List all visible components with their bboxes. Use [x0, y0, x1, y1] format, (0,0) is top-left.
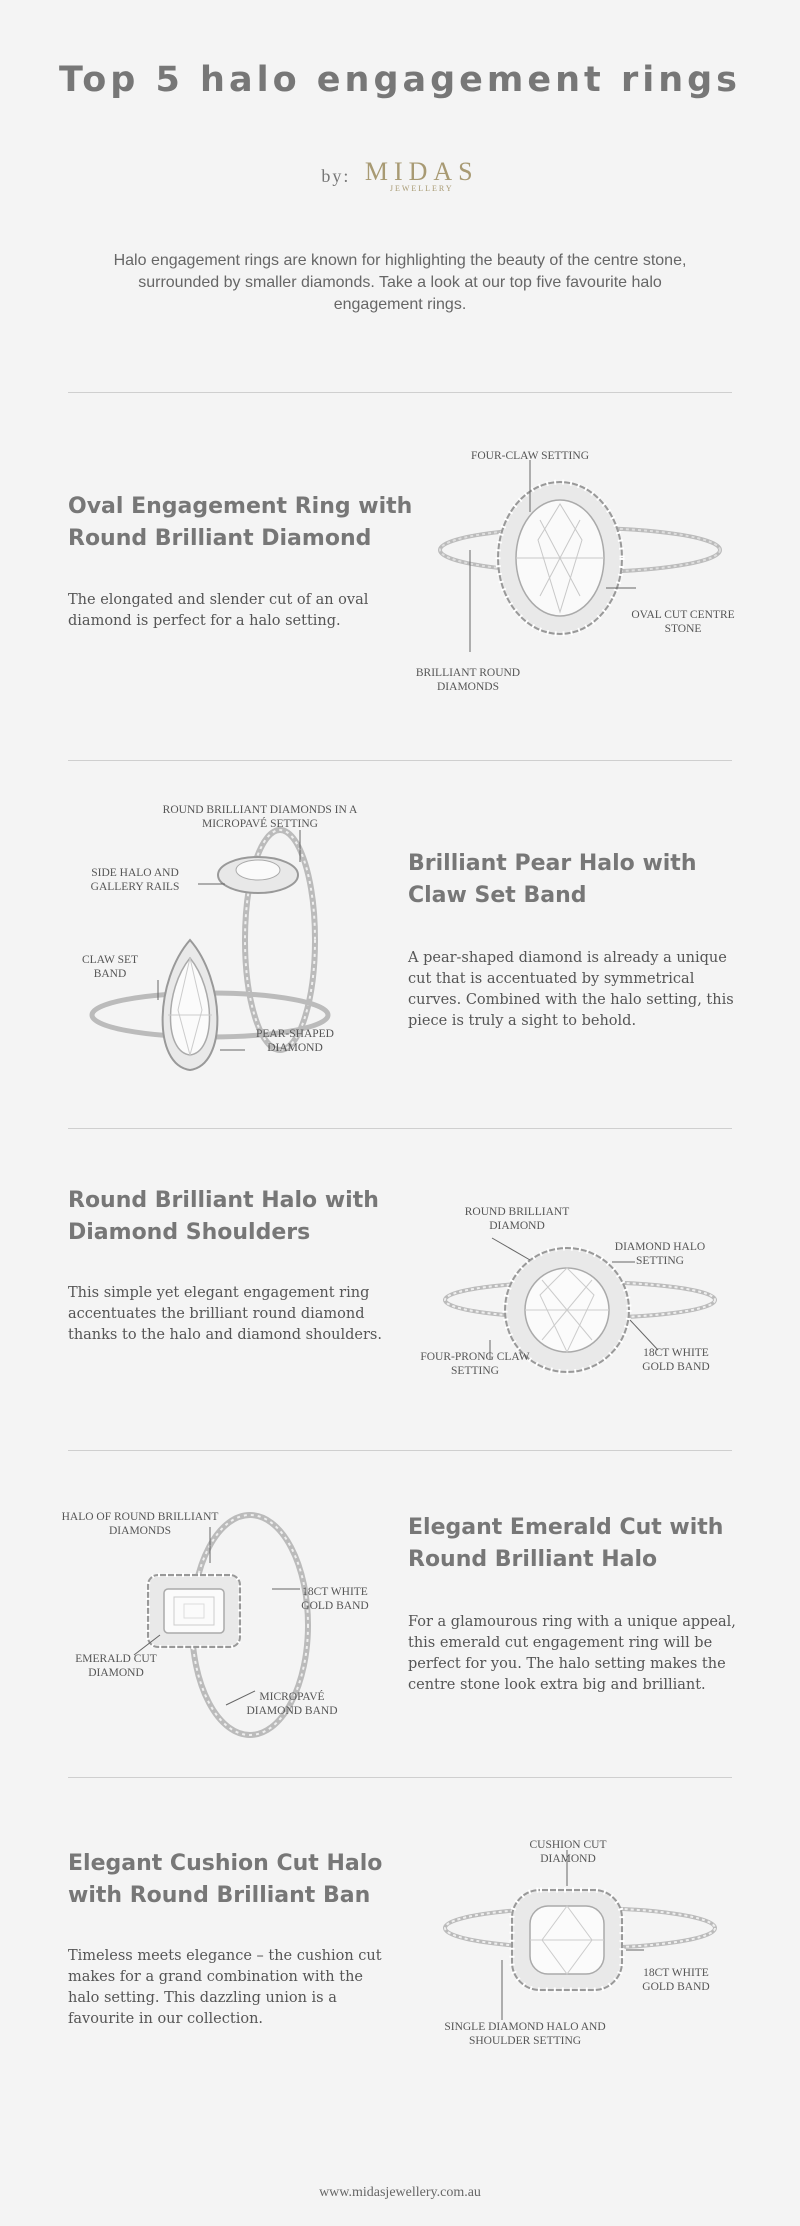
ring-4-title: Elegant Emerald Cut with Round Brilliant Halo — [408, 1515, 724, 1572]
ring-5-label-cushion-cut: CUSHION CUT DIAMOND — [529, 1839, 607, 1865]
ring-3-title: Round Brilliant Halo with Diamond Shoulders — [68, 1188, 379, 1245]
ring-2-label-pear-shaped: PEAR-SHAPED DIAMOND — [256, 1028, 334, 1054]
ring-4-description: For a glamourous ring with a unique appeal, this emerald cut engagement ring will be perfect for you. The halo setting makes the centre stone look extra big and brilliant. — [408, 1614, 736, 1693]
ring-1-label-four-claw: FOUR-CLAW SETTING — [470, 450, 589, 462]
by-label: by: — [321, 166, 351, 186]
round-ring-image — [430, 1200, 750, 1430]
ring-4-label-halo-round: HALO OF ROUND BRILLIANT DIAMONDS — [61, 1511, 219, 1537]
ring-4-label-white-gold: 18CT WHITE GOLD BAND — [301, 1586, 369, 1612]
ring-4-label-micropave-band: MICROPAVÉ DIAMOND BAND — [246, 1691, 338, 1717]
ring-2-label-side-halo: SIDE HALO AND GALLERY RAILS — [90, 867, 180, 893]
ring-1-label-brilliant-round: BRILLIANT ROUND DIAMONDS — [415, 667, 521, 693]
divider — [68, 392, 732, 393]
pear-ring-image — [60, 800, 410, 1100]
oval-ring-image — [430, 440, 750, 700]
logo-sub-text: JEWELLERY — [389, 184, 454, 193]
ring-4-label-emerald-cut: EMERALD CUT DIAMOND — [75, 1653, 157, 1679]
byline — [0, 157, 800, 193]
divider — [68, 1128, 732, 1129]
divider — [68, 1450, 732, 1451]
ring-3-label-four-prong: FOUR-PRONG CLAW SETTING — [420, 1351, 530, 1377]
ring-3-label-diamond-halo: DIAMOND HALO SETTING — [614, 1241, 706, 1267]
ring-5-label-white-gold: 18CT WHITE GOLD BAND — [642, 1967, 710, 1993]
ring-1-label-oval-cut: OVAL CUT CENTRE STONE — [631, 609, 735, 635]
ring-3-label-round-brilliant: ROUND BRILLIANT DIAMOND — [464, 1206, 570, 1232]
ring-1-description: The elongated and slender cut of an oval diamond is perfect for a halo setting. — [68, 592, 369, 629]
ring-2-label-micropave: ROUND BRILLIANT DIAMONDS IN A MICROPAVÉ SETTING — [162, 804, 358, 830]
ring-5-description: Timeless meets elegance – the cushion cut makes for a grand combination with the halo setting. This dazzling union is a favourite in our collection. — [68, 1948, 382, 2027]
divider — [68, 760, 732, 761]
ring-2-label-claw-set: CLAW SET BAND — [81, 954, 139, 980]
logo-main-text: MIDAS — [364, 157, 479, 186]
ring-3-description: This simple yet elegant engagement ring accentuates the brilliant round diamond thanks to the halo and diamond shoulders. — [68, 1285, 382, 1343]
page-title: Top 5 halo engagement rings — [58, 60, 742, 100]
ring-5-label-single-halo: SINGLE DIAMOND HALO AND SHOULDER SETTING — [444, 2021, 606, 2047]
footer-url[interactable]: www.midasjewellery.com.au — [319, 2185, 481, 2200]
ring-1-title: Oval Engagement Ring with Round Brilliant Diamond — [68, 494, 413, 551]
intro-text: Halo engagement rings are known for highlighting the beauty of the centre stone, surrounded by smaller diamonds. Take a look at our top five favourite halo engagement rings. — [113, 252, 687, 313]
ring-5-title: Elegant Cushion Cut Halo with Round Brilliant Ban — [68, 1851, 383, 1908]
ring-2-title: Brilliant Pear Halo with Claw Set Band — [408, 851, 697, 908]
ring-3-label-white-gold: 18CT WHITE GOLD BAND — [642, 1347, 710, 1373]
divider — [68, 1777, 732, 1778]
midas-logo — [364, 157, 479, 193]
ring-2-description: A pear-shaped diamond is already a unique cut that is accentuated by symmetrical curves. Combined with the halo setting, this piece is truly a sight to behold. — [408, 950, 734, 1029]
